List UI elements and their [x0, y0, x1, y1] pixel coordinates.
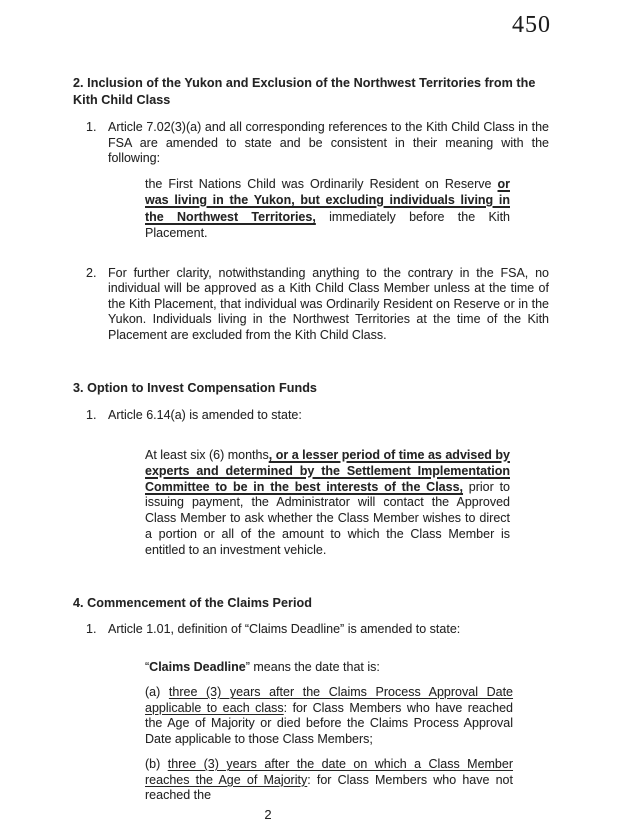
section-2-item-2 [73, 266, 549, 344]
section-2-item-1 [73, 120, 549, 167]
underlined-text: three (3) years after the date on which a Class Member reaches the Age of Majority [145, 757, 514, 787]
item-number: 1. [86, 120, 97, 134]
footer-page-number: 2 [264, 806, 272, 822]
paragraph-a [145, 685, 513, 747]
item-text: For further clarity, notwithstanding anything to the contrary in the FSA, no individual will be approved as a Kith Child Class Member unless at the time of the Kith Placement, that individual was Ordinarily Resident on Reserve or in the Yukon. Individuals living in the Northwest Territories at the time of the Kith Placement are excluded from the Kith Child Class. [108, 265, 549, 342]
item-text: Article 6.14(a) is amended to state: [108, 407, 302, 422]
paragraph-label: (a) [145, 685, 169, 700]
paragraph-text: : for Class Members who have not reached the [145, 772, 513, 803]
quote-text-bold-underline: , or a lesser period of time as advised by experts and determined by the Settlement Implementation Committee to be in the best interests of the Class, [145, 448, 510, 494]
item-text: Article 7.02(3)(a) and all corresponding references to the Kith Child Class in the FSA are amended to state and be consistent in their meaning with the following: [108, 120, 549, 165]
paragraph-text: : for Class Members who have reached the Age of Majority or died before the Claims Process Approval Date applicable to those Class Members; [145, 700, 513, 746]
section-3-item-1 [73, 408, 549, 424]
definition-intro-text: ” means the date that is: [245, 659, 380, 674]
section-2-quote [145, 176, 510, 242]
item-number: 1. [86, 407, 97, 422]
underlined-text: three (3) years after the Claims Process Approval Date applicable to each class [145, 685, 514, 715]
section-3-heading: 3. Option to Invest Compensation Funds [73, 381, 317, 395]
claims-deadline-term: Claims Deadline [149, 659, 246, 674]
item-number: 1. [86, 622, 97, 637]
quote-text-normal: the First Nations Child was Ordinarily Resident on Reserve [145, 176, 498, 191]
stamp-page-number: 450 [512, 12, 551, 38]
claims-deadline-definition-intro [145, 660, 513, 676]
paragraph-b [145, 757, 513, 804]
item-number: 2. [86, 265, 97, 280]
section-2-heading: 2. Inclusion of the Yukon and Exclusion of the Northwest Territories from the Kith Child Class [73, 76, 536, 107]
section-3-quote [145, 448, 510, 559]
open-quote: “ [145, 659, 150, 674]
quote-text-normal: At least six (6) months [145, 448, 269, 462]
quote-text-normal: prior to issuing payment, the Administrator will contact the Approved Class Member to ask whether the Class Member wishes to direct a portion or all of the amount to which the Class Member is entitled to an investment vehicle. [145, 479, 510, 557]
quote-text-bold-underline: or was living in the Yukon, but excluding individuals living in the Northwest Territories, [145, 176, 510, 224]
section-4-item-1 [73, 622, 549, 638]
quote-text-normal: immediately before the Kith Placement. [145, 209, 510, 240]
item-text: Article 1.01, definition of “Claims Deadline” is amended to state: [108, 622, 461, 637]
section-4-heading: 4. Commencement of the Claims Period [73, 595, 313, 610]
document-content [73, 75, 549, 822]
paragraph-label: (b) [145, 757, 168, 772]
